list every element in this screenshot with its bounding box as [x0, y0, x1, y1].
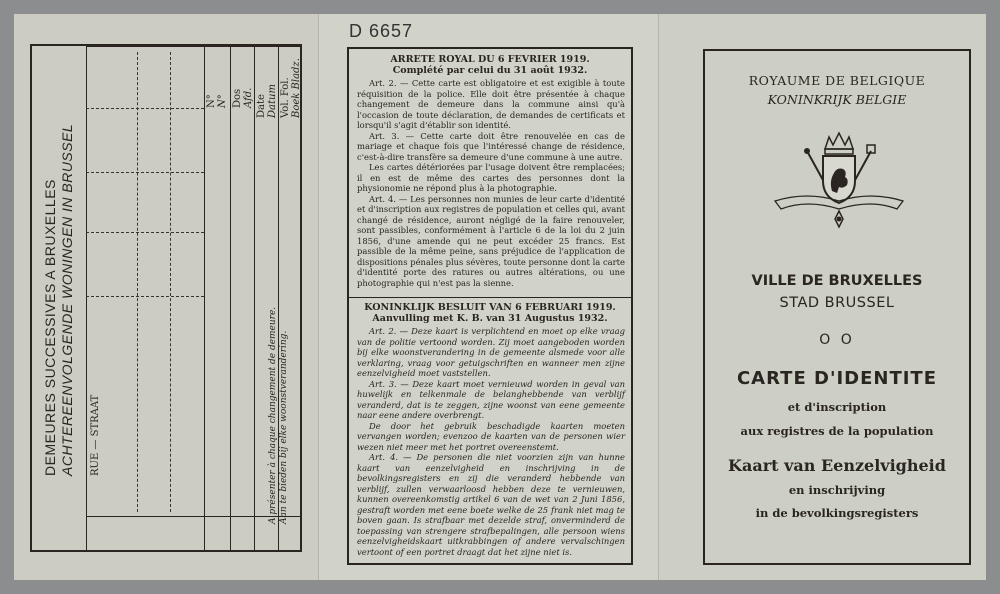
col-date-fr: Date: [256, 94, 267, 118]
regulations-frame: [347, 47, 633, 565]
nl-paragraph: De door het gebruik beschadigde kaarten moeten vervangen worden; evenzoo de kaarten van de personen wier wezen niet meer met het portret overeenstemt.: [357, 420, 625, 452]
fr-paragraph: Art. 4. — Les personnes non munies de leur carte d'identité et d'inscription aux registres de population et celles qui, avant changé de résidence, auront négligé de la faire renouveler, sont passibles, conformément à l'article 6 de la loi du 2 juin 1856, d'une amende qui ne peut excéder 25 francs. Est passible de la même peine, sans préjudice de l'application de dispositions pénales plus sévères, toute personne dont la carte d'identité porte des ratures ou autres altérations, ou une photographie qui n'est pas la sienne.: [357, 193, 625, 288]
section-divider: [349, 297, 631, 298]
row-dashes: [86, 296, 204, 297]
residence-table: [30, 44, 302, 552]
identity-card-foldout: [14, 14, 986, 580]
col-dos-fr: Dos: [232, 88, 243, 108]
row-dashes: [137, 52, 138, 512]
fr-paragraph: Les cartes détériorées par l'usage doivent être remplacées; il en est de même des cartes des personnes dont la physionomie ne répond plus à la photographie.: [357, 162, 625, 193]
residence-header-fr: DEMEURES SUCCESSIVES A BRUXELLES: [42, 179, 58, 476]
col-no-fr: N°: [206, 94, 217, 108]
ornament: O O: [819, 332, 855, 348]
col-rue-label: RUE — STRAAT: [90, 394, 101, 476]
fr-decree-text: [357, 78, 625, 288]
regulations-panel: [319, 14, 659, 580]
stad-label: STAD BRUSSEL: [779, 295, 895, 311]
row-dashes: [170, 52, 171, 512]
fr-paragraph: Art. 2. — Cette carte est obligatoire et est exigible à toute réquisition de la police. Elle doit être présentée à chaque changement de demeure dans la commune ainsi qu'à l'occasion de toute déclaration, de demandes de certificats et lorsqu'il s'agit d'établir son identité.: [357, 78, 625, 130]
koninkrijk-label: KONINKRIJK BELGIE: [767, 92, 907, 107]
table-divider: [86, 46, 87, 550]
table-divider: [204, 46, 205, 550]
presentation-note: [268, 307, 290, 524]
col-vol-nl: Boek Bladz.: [291, 58, 302, 118]
nl-paragraph: Art. 3. — Deze kaart moet vernieuwd worden in geval van huwelijk en telkenmale de belanghebbende van verblijf veranderd, dat is te zeggen, zijne woonst van eene gemeente naar eene andere overbrengt.: [357, 378, 625, 420]
row-dashes: [86, 232, 204, 233]
row-dashes: [86, 172, 204, 173]
kaart-title: Kaart van Eenzelvigheid: [728, 456, 946, 475]
en-inschrijving-label: en inschrijving: [788, 483, 886, 497]
carte-title: CARTE D'IDENTITE: [736, 368, 938, 389]
table-divider: [254, 46, 255, 550]
et-inscription-label: et d'inscription: [787, 400, 887, 414]
nl-decree-subtitle: Aanvulling met K. B. van 31 Augustus 1932.: [372, 313, 608, 324]
table-divider: [86, 46, 300, 47]
handwritten-reference: D 6657: [349, 21, 414, 41]
presentation-note-fr: A présenter à chaque changement de demeure.: [268, 306, 278, 524]
fr-decree-subtitle: Complété par celui du 31 août 1932.: [392, 65, 588, 76]
col-vol-fr: Vol. Fol.: [280, 77, 291, 118]
ville-label: VILLE DE BRUXELLES: [751, 273, 923, 289]
col-date-nl: Datum: [267, 84, 278, 118]
cover-panel: [659, 14, 986, 580]
belgian-coat-of-arms-icon: [767, 129, 911, 239]
table-divider: [230, 46, 231, 550]
presentation-note-nl: Aan te bieden bij elke woonstverandering.: [279, 330, 289, 524]
nl-decree-title: KONINKLIJK BESLUIT VAN 6 FEBRUARI 1919.: [364, 302, 616, 313]
col-dos-nl: Afd.: [243, 87, 254, 108]
residence-header: [42, 76, 76, 476]
fr-decree-title: ARRETE ROYAL DU 6 FEVRIER 1919.: [390, 54, 590, 65]
cover-frame: [703, 49, 971, 565]
nl-paragraph: Art. 2. — Deze kaart is verplichtend en moet op elke vraag van de politie vertoond worden. Zij moet aangeboden worden bij elke woonstverandering in de gemeente alsmede voor alle verklaring, vraag voor getuigschriften en wanneer men zijne eenzelvigheid moet vaststellen.: [357, 326, 625, 378]
nl-decree-text: [357, 326, 625, 557]
col-dos-label: [232, 88, 254, 108]
col-no-label: [206, 94, 228, 108]
residence-header-nl: ACHTEREENVOLGENDE WONINGEN IN BRUSSEL: [59, 123, 75, 476]
residence-panel: [14, 14, 319, 580]
fr-paragraph: Art. 3. — Cette carte doit être renouvelée en cas de mariage et chaque fois que l'intéressé change de résidence, c'est-à-dire transfère sa demeure d'une commune à une autre.: [357, 130, 625, 162]
bevolking-label: in de bevolkingsregisters: [755, 506, 919, 520]
aux-registres-label: aux registres de la population: [740, 424, 934, 438]
col-date-label: [256, 84, 278, 118]
col-vol-label: [280, 58, 302, 118]
royaume-label: ROYAUME DE BELGIQUE: [748, 73, 926, 88]
row-dashes: [86, 108, 204, 109]
nl-paragraph: Art. 4. — De personen die niet voorzien zijn van hunne kaart van eenzelvigheid en inschrijving in de bevolkingsregisters en zij die veranderd hebbende van verblijf, zullen verwaarloosd hebben deze te vernieuwen, kunnen overeenkomstig artikel 6 van de wet van 2 Juni 1856, gestraft worden met eene boete welke de 25 frank niet mag te boven gaan. Is strafbaar met dezelde straf, onverminderd de toepassing van strengere strafbepalingen, alle persoon wiens eenzelvigheidskaart uitkrabbingen of andere vervalschingen vertoont of een portret draagt dat het zijne niet is.: [357, 452, 625, 557]
col-no-nl: N°: [217, 94, 228, 108]
